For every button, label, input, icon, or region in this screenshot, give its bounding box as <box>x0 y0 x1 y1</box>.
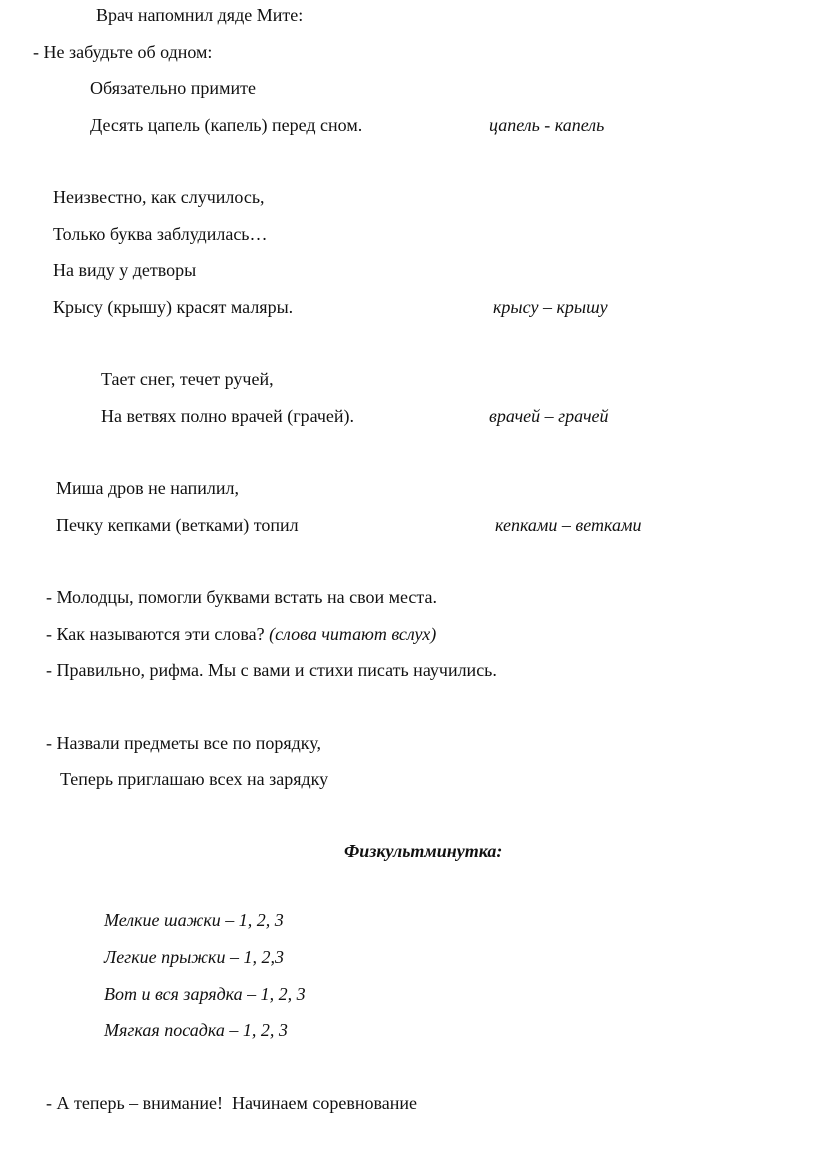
exercise-line3: Вот и вся зарядка – 1, 2, 3 <box>104 984 306 1004</box>
verse2-line3: На виду у детворы <box>53 260 197 280</box>
verse3-line2: На ветвях полно врачей (грачей). <box>101 406 355 426</box>
dialog-line3: - Правильно, рифма. Мы с вами и стихи писать научились. <box>46 660 497 680</box>
dialog-line5: Теперь приглашаю всех на зарядку <box>60 769 329 789</box>
verse1-line2: - Не забудьте об одном: <box>33 42 213 62</box>
verse1-line3: Обязательно примите <box>90 78 256 98</box>
dialog-line2-text: - Как называются эти слова? <box>46 624 265 644</box>
dialog-line2 <box>46 623 436 645</box>
closing-line1: - А теперь – внимание! Начинаем соревнование <box>46 1093 418 1113</box>
verse2-line1: Неизвестно, как случилось, <box>53 187 265 207</box>
exercise-line4: Мягкая посадка – 1, 2, 3 <box>104 1020 288 1040</box>
verse4-answer: кепками – ветками <box>495 515 642 535</box>
dialog-line4: - Назвали предметы все по порядку, <box>46 733 321 753</box>
verse3-answer: врачей – грачей <box>489 406 609 426</box>
verse4-line2: Печку кепками (ветками) топил <box>56 515 299 535</box>
exercise-line2: Легкие прыжки – 1, 2,3 <box>104 947 284 967</box>
verse1-line4: Десять цапель (капель) перед сном. <box>90 115 363 135</box>
exercise-heading: Физкультминутка: <box>344 841 503 861</box>
verse4-line1: Миша дров не напилил, <box>56 478 240 498</box>
dialog-line1: - Молодцы, помогли буквами встать на свои места. <box>46 587 437 607</box>
verse2-line4: Крысу (крышу) красят маляры. <box>53 297 294 317</box>
verse3-line1: Тает снег, течет ручей, <box>101 369 274 389</box>
verse1-answer: цапель - капель <box>489 115 605 135</box>
exercise-line1: Мелкие шажки – 1, 2, 3 <box>104 910 284 930</box>
verse2-line2: Только буква заблудилась… <box>53 224 268 244</box>
dialog-line2-note: (слова читают вслух) <box>269 624 437 644</box>
verse2-answer: крысу – крышу <box>493 297 608 317</box>
verse1-line1: Врач напомнил дяде Мите: <box>96 5 304 25</box>
